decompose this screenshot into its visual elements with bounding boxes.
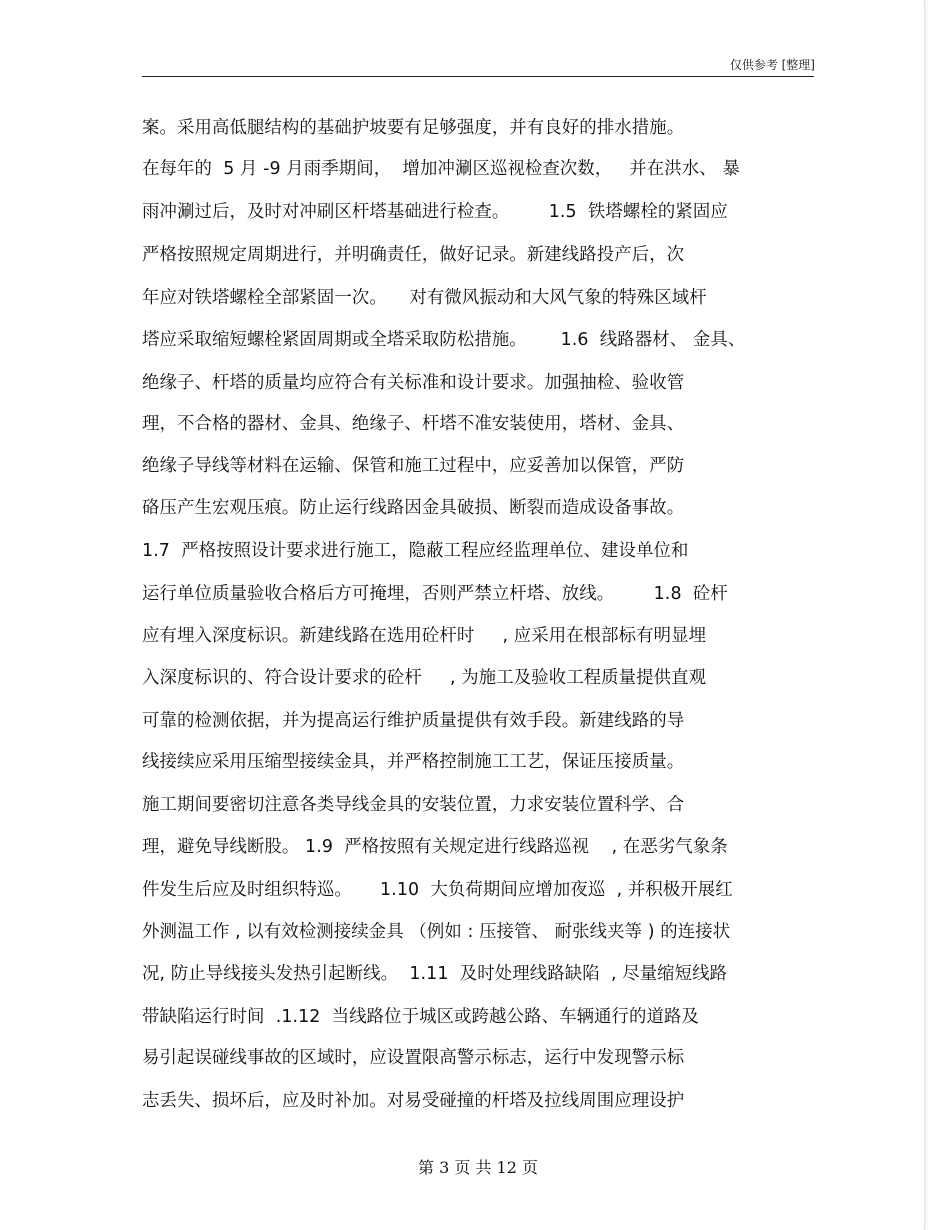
text-line: 年应对铁塔螺栓全部紧固一次。 对有微风振动和大风气象的特殊区域杆 (142, 288, 707, 308)
text-line: 严格按照规定周期进行，并明确责任，做好记录。新建线路投产后，次 (142, 245, 685, 265)
document-page (4, 0, 925, 1230)
text-line: 硌压产生宏观压痕。防止运行线路因金具破损、断裂而造成设备事故。 (142, 498, 685, 518)
text-line: 易引起误碰线事故的区域时，应设置限高警示标志，运行中发现警示标 (142, 1048, 685, 1068)
text-line: 案。采用高低腿结构的基础护坡要有足够强度，并有良好的排水措施。 (142, 118, 685, 138)
text-line: 应有埋入深度标识。新建线路在选用砼杆时 , 应采用在根部标有明显埋 (142, 626, 707, 646)
text-line: 绝缘子导线等材料在运输、保管和施工过程中，应妥善加以保管，严防 (142, 456, 685, 476)
text-line: 线接续应采用压缩型接续金具，并严格控制施工工艺，保证压接质量。 (142, 752, 685, 772)
text-line: 外测温工作 , 以有效检测接续金具 （例如 : 压接管、 耐张线夹等 ) 的连接状 (142, 922, 731, 942)
text-line: 雨冲涮过后，及时对冲刷区杆塔基础进行检查。 1.5 铁塔螺栓的紧固应 (142, 202, 728, 222)
text-line: 志丢失、损坏后，应及时补加。对易受碰撞的杆塔及拉线周围应理设护 (142, 1091, 685, 1111)
text-line: 塔应采取缩短螺栓紧固周期或全塔采取防松措施。 1.6 线路器材、 金具、 (142, 330, 746, 350)
text-line: 1.7 严格按照设计要求进行施工，隐蔽工程应经监理单位、建设单位和 (142, 541, 689, 561)
text-line: 理，不合格的器材、金具、绝缘子、杆塔不准安装使用，塔材、金具、 (142, 414, 685, 434)
text-line: 运行单位质量验收合格后方可掩埋，否则严禁立杆塔、放线。 1.8 砼杆 (142, 584, 728, 604)
text-line: 带缺陷运行时间 .1.12 当线路位于城区或跨越公路、车辆通行的道路及 (142, 1007, 700, 1027)
text-line: 入深度标识的、符合设计要求的砼杆 , 为施工及验收工程质量提供直观 (142, 668, 707, 688)
text-line: 施工期间要密切注意各类导线金具的安装位置，力求安装位置科学、合 (142, 795, 685, 815)
header-note: 仅供参考 [整理] (729, 58, 815, 72)
page-number: 第 3 页 共 12 页 (418, 1158, 538, 1177)
text-line: 在每年的 5 月 -9 月雨季期间， 增加冲涮区巡视检查次数， 并在洪水、 暴 (142, 159, 740, 179)
text-line: 理，避免导线断股。 1.9 严格按照有关规定进行线路巡视 , 在恶劣气象条 (142, 837, 728, 857)
text-line: 件发生后应及时组织特巡。 1.10 大负荷期间应增加夜巡 , 并积极开展红 (142, 880, 733, 900)
text-line: 况, 防止导线接头发热引起断线。 1.11 及时处理线路缺陷 , 尽量缩短线路 (142, 964, 728, 984)
text-line: 可靠的检测依据，并为提高运行维护质量提供有效手段。新建线路的导 (142, 711, 685, 731)
header-rule (142, 76, 814, 77)
text-line: 绝缘子、杆塔的质量均应符合有关标准和设计要求。加强抽检、验收管 (142, 373, 685, 393)
